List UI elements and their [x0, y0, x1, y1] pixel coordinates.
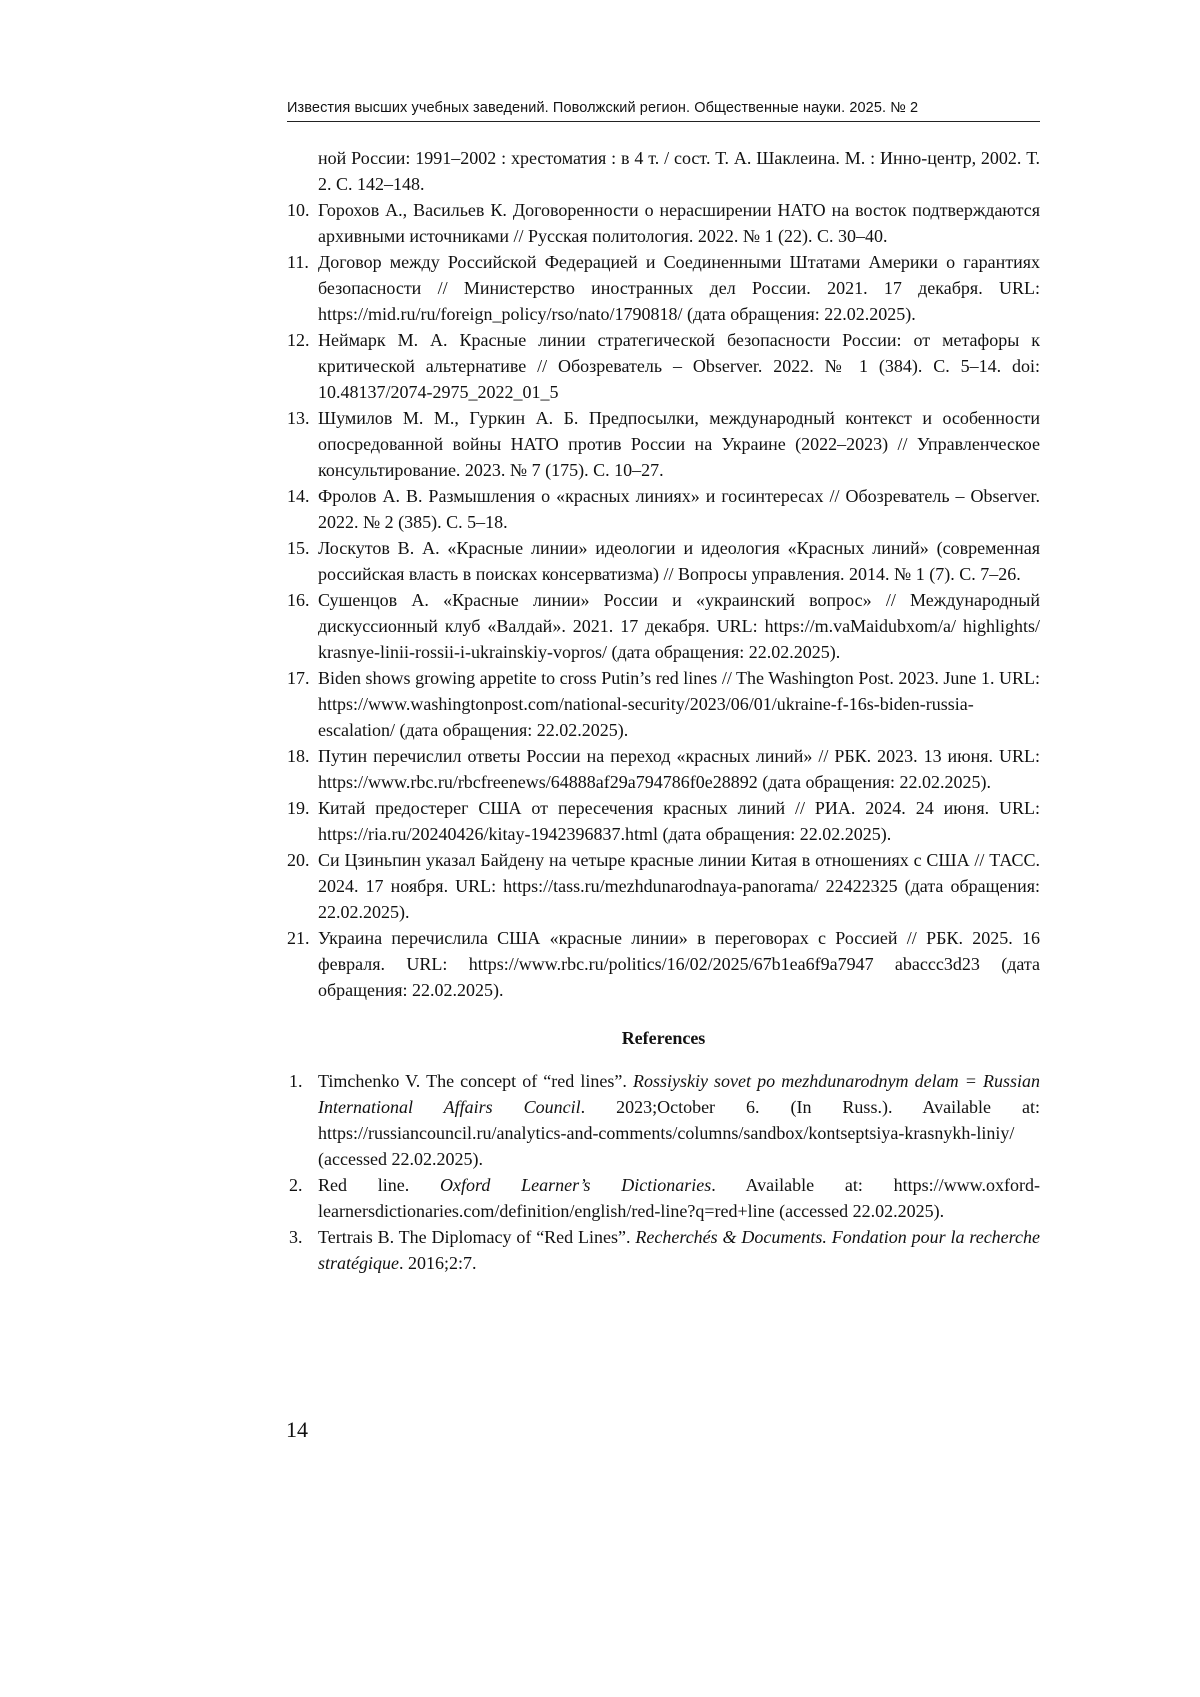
entry-text-tail: . 2023;October 6. (In Russ.). Available at: https://russiancouncil.ru/analytics-and-comments/columns/sandbox/kontseptsiya-krasnykh-liniy/ (accessed 22.02.2025). — [318, 1097, 1041, 1169]
entry-number: 2. — [289, 1175, 303, 1195]
bibliography-entry-10 — [287, 197, 1040, 249]
entry-number: 16. — [287, 590, 310, 610]
bibliography-entry-14 — [287, 483, 1040, 535]
entry-source-title: Oxford Learner’s Dictionaries — [440, 1175, 712, 1195]
page-body — [287, 145, 1040, 1276]
entry-text: Неймарк М. А. Красные линии стратегической безопасности России: от метафоры к критической альтернативе // Обозреватель – Observer. 2022. № 1 (384). С. 5–14. doi: 10.48137/2074-2975_2022_01_5 — [318, 330, 1040, 402]
bibliography-entry-21 — [287, 925, 1040, 1003]
bibliography-entry-12 — [287, 327, 1040, 405]
entry-number: 15. — [287, 538, 310, 558]
entry-number: 18. — [287, 746, 310, 766]
entry-number: 3. — [289, 1227, 303, 1247]
entry-text: Си Цзиньпин указал Байдену на четыре красные линии Китая в отношениях с США // ТАСС. 2024. 17 ноября. URL: https://tass.ru/mezhdunarodnaya-panorama/ 22422325 (дата обращения: 22.02.2025). — [318, 850, 1040, 922]
running-head: Известия высших учебных заведений. Поволжский регион. Общественные науки. 2025. № 2 — [287, 100, 1040, 122]
bibliography-entry-20 — [287, 847, 1040, 925]
entry-source-title: Rossiyskiy sovet po mezhdunarodnym delam = Russian International Affairs Council — [318, 1071, 1040, 1117]
entry-number: 20. — [287, 850, 310, 870]
entry-text: Горохов А., Васильев К. Договоренности о нерасширении НАТО на восток подтверждаются архивными источниками // Русская политология. 2022. № 1 (22). С. 30–40. — [318, 200, 1040, 246]
reference-entry-3 — [287, 1224, 1040, 1276]
entry-text: Украина перечислила США «красные линии» в переговорах с Россией // РБК. 2025. 16 февраля. URL: https://www.rbc.ru/politics/16/02/2025/67b1ea6f9a7947 abaccc3d23 (дата обращения: 22.02.2025). — [318, 928, 1040, 1000]
entry-text-lead: Timchenko V. The concept of “red lines”. — [318, 1071, 633, 1091]
bibliography-entry-16 — [287, 587, 1040, 665]
entry-text: Сушенцов А. «Красные линии» России и «украинский вопрос» // Международный дискуссионный клуб «Валдай». 2021. 17 декабря. URL: https://m.vaMaidubxom/a/ highlights/ krasnye-linii-rossii-i-ukrainskiy-vopros/ (дата обращения: 22.02.2025). — [318, 590, 1040, 662]
entry-text: ной России: 1991–2002 : хрестоматия : в 4 т. / сост. Т. А. Шаклеина. М. : Инно-центр, 2002. Т. 2. С. 142–148. — [318, 148, 1040, 194]
entry-number: 11. — [287, 252, 309, 272]
entry-text-tail: . Available at: https://www.oxford-learnersdictionaries.com/definition/english/red-line?q=red+line (accessed 22.02.2025). — [318, 1175, 1040, 1221]
entry-text: Фролов А. В. Размышления о «красных линиях» и госинтересах // Обозреватель – Observer. 2022. № 2 (385). С. 5–18. — [318, 486, 1040, 532]
references-heading: References — [621, 1028, 706, 1048]
bibliography-entry-18 — [287, 743, 1040, 795]
bibliography-entry-15 — [287, 535, 1040, 587]
bibliography-entry-19 — [287, 795, 1040, 847]
entry-number: 13. — [287, 408, 310, 428]
reference-entry-1 — [287, 1068, 1040, 1172]
entry-text: Шумилов М. М., Гуркин А. Б. Предпосылки, международный контекст и особенности опосредованной войны НАТО против России на Украине (2022–2023) // Управленческое консультирование. 2023. № 7 (175). С. 10–27. — [318, 408, 1040, 480]
entry-number: 1. — [289, 1071, 303, 1091]
references-list — [287, 1068, 1040, 1276]
bibliography-entry-17 — [287, 665, 1040, 743]
entry-number: 12. — [287, 330, 310, 350]
entry-number: 21. — [287, 928, 310, 948]
entry-text: Лоскутов В. А. «Красные линии» идеологии и идеология «Красных линий» (современная российская власть в поисках консерватизма) // Вопросы управления. 2014. № 1 (7). С. 7–26. — [318, 538, 1040, 584]
entry-number: 17. — [287, 668, 310, 688]
entry-text: Путин перечислил ответы России на переход «красных линий» // РБК. 2023. 13 июня. URL: https://www.rbc.ru/rbcfreenews/64888af29a794786f0e28892 (дата обращения: 22.02.2025). — [318, 746, 1040, 792]
bibliography-entry-11 — [287, 249, 1040, 327]
page-number: 14 — [286, 1417, 308, 1442]
entry-number: 14. — [287, 486, 310, 506]
entry-text: Договор между Российской Федерацией и Соединенными Штатами Америки о гарантиях безопасности // Министерство иностранных дел России. 2021. 17 декабря. URL: https://mid.ru/ru/foreign_policy/rso/nato/1790818/ (дата обращения: 22.02.2025). — [318, 252, 1040, 324]
entry-text: Китай предостерег США от пересечения красных линий // РИА. 2024. 24 июня. URL: https://ria.ru/20240426/kitay-1942396837.html (дата обращения: 22.02.2025). — [318, 798, 1040, 844]
entry-number: 19. — [287, 798, 310, 818]
bibliography-entry-13 — [287, 405, 1040, 483]
bibliography-entry-continued — [287, 145, 1040, 197]
entry-text-tail: . 2016;2:7. — [399, 1253, 477, 1273]
entry-text-lead: Tertrais B. The Diplomacy of “Red Lines”. — [318, 1227, 636, 1247]
entry-source-title: Recherchés & Documents. Fondation pour la recherche stratégique — [318, 1227, 1040, 1273]
entry-number: 10. — [287, 200, 310, 220]
reference-entry-2 — [287, 1172, 1040, 1224]
entry-text: Biden shows growing appetite to cross Putin’s red lines // The Washington Post. 2023. June 1. URL: https://www.washingtonpost.com/national-security/2023/06/01/ukraine-f-16s-biden-russia-escalation/ (дата обращения: 22.02.2025). — [318, 668, 1040, 740]
entry-text-lead: Red line. — [318, 1175, 441, 1195]
